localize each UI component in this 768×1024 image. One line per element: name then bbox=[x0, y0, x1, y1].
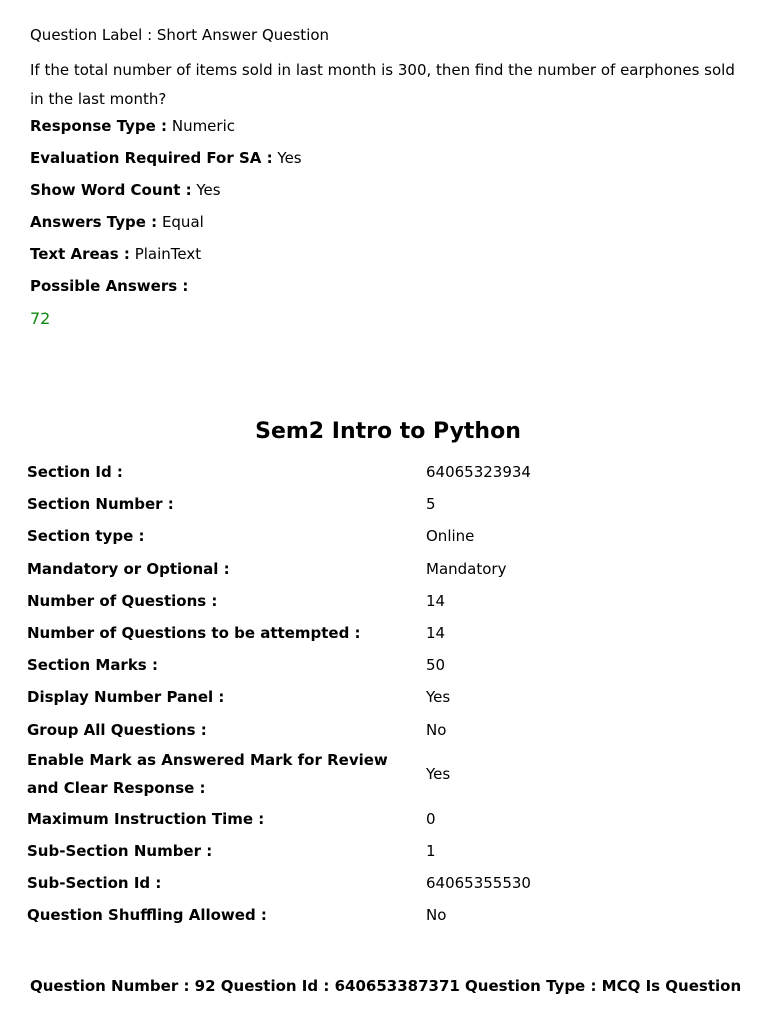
section-row-value: 0 bbox=[426, 809, 436, 828]
section-row-value: 64065323934 bbox=[426, 463, 531, 482]
section-row bbox=[27, 553, 747, 585]
section-row bbox=[27, 456, 747, 488]
section-row-value: No bbox=[426, 906, 447, 925]
section-row-value: No bbox=[426, 720, 447, 739]
section-row-label: Sub-Section Number : bbox=[27, 841, 213, 860]
section-row-value: Yes bbox=[426, 688, 451, 707]
response-type-value: Numeric bbox=[171, 117, 235, 135]
section-row bbox=[27, 803, 747, 835]
response-type-row bbox=[30, 115, 742, 147]
evaluation-required-label: Evaluation Required For SA : bbox=[30, 149, 273, 167]
possible-answer-value: 72 bbox=[30, 309, 51, 328]
section-row-label: Section Number : bbox=[27, 495, 174, 514]
text-areas-label: Text Areas : bbox=[30, 245, 130, 263]
section-row bbox=[27, 649, 747, 681]
section-row bbox=[27, 835, 747, 867]
section-row bbox=[27, 899, 747, 931]
answers-type-value: Equal bbox=[161, 213, 204, 231]
section-row-label: Section Marks : bbox=[27, 656, 158, 675]
show-word-count-row bbox=[30, 179, 742, 211]
text-areas-row bbox=[30, 243, 742, 275]
question-block bbox=[30, 24, 742, 328]
next-question-header: Question Number : 92 Question Id : 640653387371 Question Type : MCQ Is Question bbox=[30, 977, 742, 995]
answers-type-row bbox=[30, 211, 742, 243]
section-title: Sem2 Intro to Python bbox=[255, 419, 521, 444]
section-row-label: Sub-Section Id : bbox=[27, 874, 162, 893]
section-row bbox=[27, 585, 747, 617]
section-row bbox=[27, 714, 747, 746]
section-row-label: Number of Questions : bbox=[27, 591, 218, 610]
section-details-table bbox=[27, 456, 747, 931]
section-row-value: 14 bbox=[426, 624, 446, 643]
section-row-value: Yes bbox=[426, 765, 451, 784]
section-row-label: Display Number Panel : bbox=[27, 688, 225, 707]
section-row-label: Group All Questions : bbox=[27, 720, 207, 739]
evaluation-required-value: Yes bbox=[277, 149, 302, 167]
show-word-count-label: Show Word Count : bbox=[30, 181, 192, 199]
question-label: Question Label : Short Answer Question bbox=[30, 26, 330, 44]
section-row-label: Section Id : bbox=[27, 463, 123, 482]
evaluation-required-row bbox=[30, 147, 742, 179]
section-row-value: 14 bbox=[426, 591, 446, 610]
section-row-value: 5 bbox=[426, 495, 436, 514]
response-type-label: Response Type : bbox=[30, 117, 168, 135]
possible-answers-label: Possible Answers : bbox=[30, 277, 189, 295]
section-row-value: 64065355530 bbox=[426, 874, 531, 893]
section-row-value: Mandatory bbox=[426, 559, 507, 578]
section-row bbox=[27, 617, 747, 649]
answers-type-label: Answers Type : bbox=[30, 213, 158, 231]
section-row-label: Section type : bbox=[27, 527, 145, 546]
text-areas-value: PlainText bbox=[134, 245, 202, 263]
section-row bbox=[27, 867, 747, 899]
section-row-value: 1 bbox=[426, 841, 436, 860]
section-row-value: Online bbox=[426, 527, 475, 546]
section-row-label: Mandatory or Optional : bbox=[27, 559, 230, 578]
section-row bbox=[27, 488, 747, 520]
section-row bbox=[27, 746, 747, 803]
section-row bbox=[27, 520, 747, 552]
section-row bbox=[27, 681, 747, 713]
section-row-label: Question Shuffling Allowed : bbox=[27, 906, 267, 925]
section-row-label: Enable Mark as Answered Mark for Review and Clear Response : bbox=[27, 750, 388, 798]
question-text: If the total number of items sold in last month is 300, then find the number of earphones sold in the last month? bbox=[30, 61, 735, 108]
section-row-label: Maximum Instruction Time : bbox=[27, 809, 265, 828]
show-word-count-value: Yes bbox=[196, 181, 221, 199]
section-row-value: 50 bbox=[426, 656, 446, 675]
section-row-label: Number of Questions to be attempted : bbox=[27, 624, 361, 643]
